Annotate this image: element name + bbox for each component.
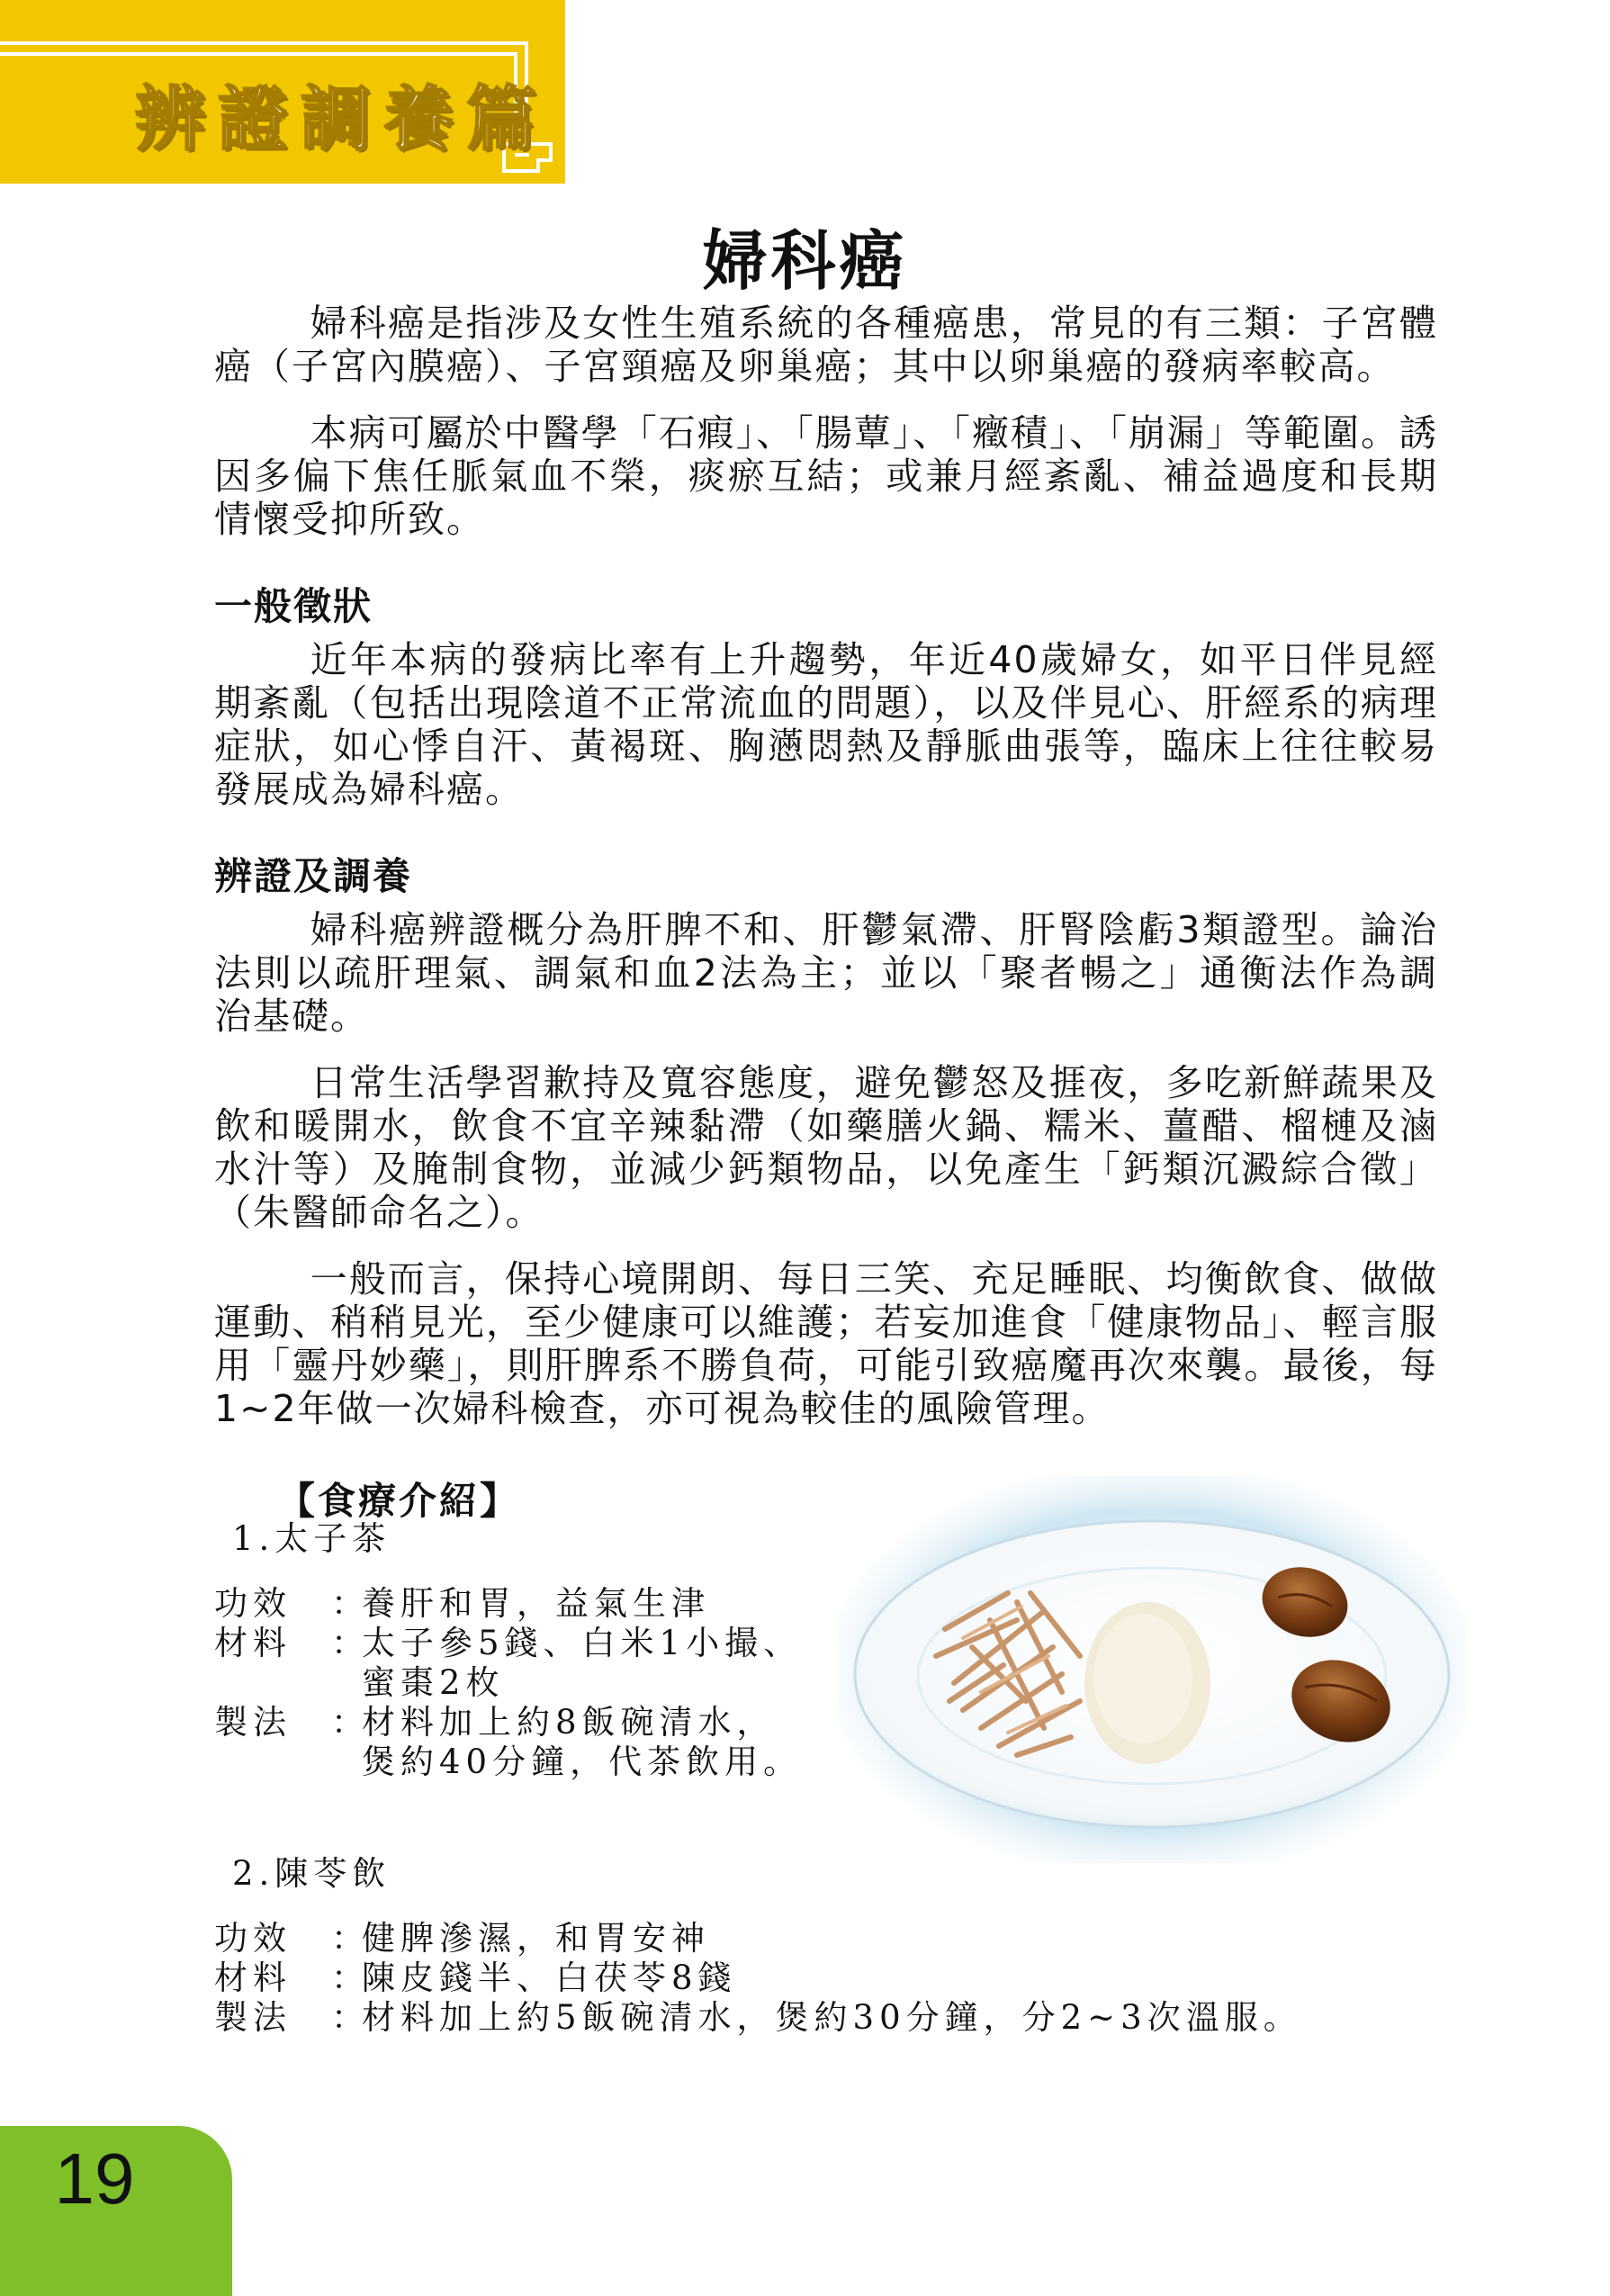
page-title: 婦科癌 (702, 223, 908, 299)
page-number: 19 (54, 2138, 135, 2219)
ingredients-photo (837, 1476, 1467, 1863)
effect-value: 健脾滲濕，和胃安神 (362, 1919, 710, 1958)
article-body (214, 302, 1438, 1526)
effect-label: 功效 (214, 1584, 292, 1623)
method-line: 材料加上約5飯碗清水，煲約30分鐘，分2~3次溫服。 (362, 1998, 1302, 2037)
recipe-title: 1.太子茶 (232, 1519, 391, 1558)
recipe-title: 2.陳苓飲 (232, 1854, 391, 1893)
intro-paragraph: 本病可屬於中醫學「石瘕」、「腸蕈」、「癥積」、「崩漏」等範圍。誘因多偏下焦任脈氣血不榮，痰瘀互結；或兼月經紊亂、補益過度和長期情懷受抑所致。 (214, 411, 1438, 541)
effect-value: 養肝和胃，益氣生津 (362, 1584, 710, 1623)
treatment-paragraph: 一般而言，保持心境開朗、每日三笑、充足睡眠、均衡飲食、做做運動、稍稍見光，至少健康可以維護；若妄加進食「健康物品」、輕言服用「靈丹妙藥」，則肝脾系不勝負荷，可能引致癌魔再次來襲。最後，每1~2年做一次婦科檢查，亦可視為較佳的風險管理。 (214, 1257, 1438, 1430)
method-label: 製法 (214, 1703, 292, 1742)
material-line: 太子參5錢、白米1小撮、 (362, 1624, 803, 1662)
intro-paragraph: 婦科癌是指涉及女性生殖系統的各種癌患，常見的有三類：子宮體癌（子宮內膜癌）、子宮頸癌及卵巢癌；其中以卵巢癌的發病率較高。 (214, 302, 1438, 388)
material-label: 材料 (214, 1624, 292, 1662)
recipe-1: 1.太子茶 功效 ： 養肝和胃，益氣生津 材料 ： 太子參5錢、白米1小撮、 蜜棗2枚 製法 ： 材料加上約8飯碗清水， 煲約40分鐘，代茶飲用。 (214, 1519, 803, 1781)
method-label: 製法 (214, 1998, 292, 2037)
treatment-paragraph: 日常生活學習歉持及寬容態度，避免鬱怒及捱夜，多吃新鮮蔬果及飲和暖開水，飲食不宜辛辣黏滯（如藥膳火鍋、糯米、薑醋、榴槤及滷水汁等）及腌制食物，並減少鈣類物品，以免產生「鈣類沉澱綜合徵」（朱醫師命名之）。 (214, 1061, 1438, 1234)
recipe-2: 2.陳苓飲 功效 ： 健脾滲濕，和胃安神 材料 ： 陳皮錢半、白茯苓8錢 製法 ： 材料加上約5飯碗清水，煲約30分鐘，分2~3次溫服。 (214, 1854, 1302, 2037)
material-line: 蜜棗2枚 (362, 1663, 505, 1702)
symptoms-paragraph: 近年本病的發病比率有上升趨勢，年近40歲婦女，如平日伴見經期紊亂（包括出現陰道不正常流血的問題），以及伴見心、肝經系的病理症狀，如心悸自汗、黃褐斑、胸懣悶熱及靜脈曲張等，臨床上往往較易發展成為婦科癌。 (214, 638, 1438, 811)
section-heading-treatment: 辨證及調養 (214, 854, 413, 898)
effect-label: 功效 (214, 1919, 292, 1958)
food-therapy-heading: 【食療介紹】 (277, 1479, 521, 1523)
treatment-paragraph: 婦科癌辨證概分為肝脾不和、肝鬱氣滯、肝腎陰虧3類證型。論治法則以疏肝理氣、調氣和血2法為主；並以「聚者暢之」通衡法作為調治基礎。 (214, 908, 1438, 1038)
material-label: 材料 (214, 1958, 292, 1997)
section-label: 辨證調養篇 (135, 78, 550, 160)
method-line: 煲約40分鐘，代茶飲用。 (362, 1742, 803, 1781)
material-line: 陳皮錢半、白茯苓8錢 (362, 1958, 737, 1997)
method-line: 材料加上約8飯碗清水， (362, 1703, 776, 1742)
section-heading-symptoms: 一般徵狀 (214, 584, 373, 628)
